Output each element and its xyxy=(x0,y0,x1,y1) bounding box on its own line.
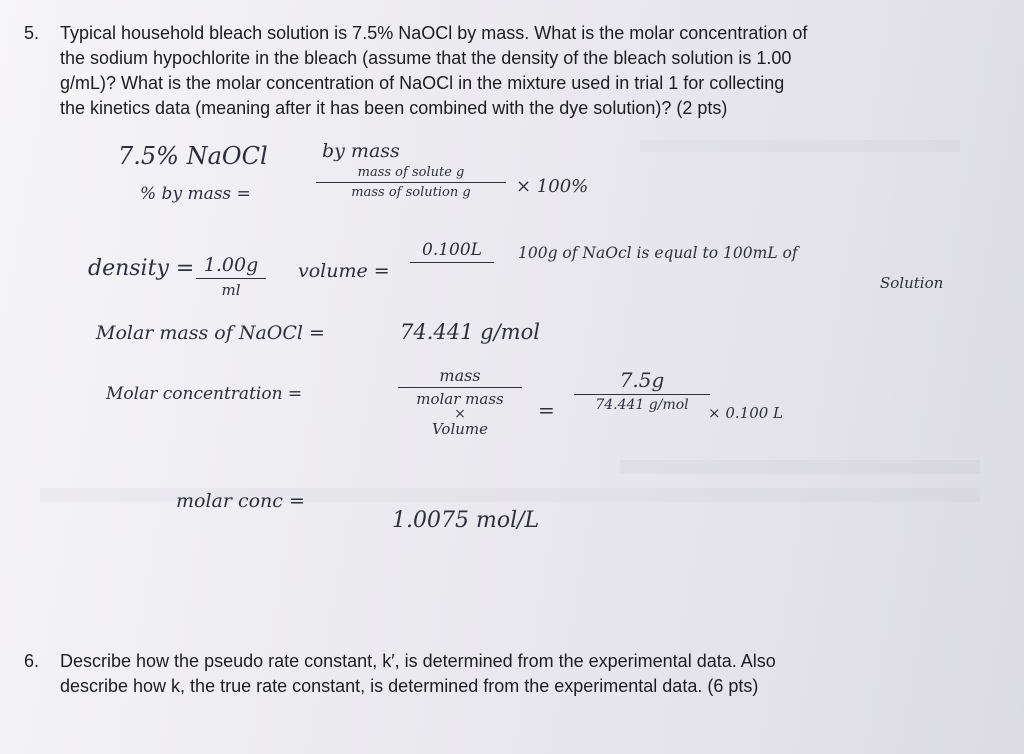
question-line: Typical household bleach solution is 7.5% NaOCl by mass. What is the molar concentration of xyxy=(60,23,808,43)
bleed-through-texture xyxy=(620,460,980,474)
substituted-fraction xyxy=(574,368,710,413)
molar-mass-value: 74.441 g/mol xyxy=(400,320,540,344)
question-line: Describe how the pseudo rate constant, k′, is determined from the experimental data. Also xyxy=(60,651,776,671)
result-value: 1.0075 mol/L xyxy=(392,508,540,533)
percent-nacl-value: 7.5% NaOCl xyxy=(118,142,268,170)
percent-by-mass-label: % by mass = xyxy=(140,184,251,204)
question-number: 5. xyxy=(24,23,40,43)
fraction-denominator: mass of solution g xyxy=(351,185,471,200)
question-6 xyxy=(24,649,1004,705)
density-fraction xyxy=(196,254,266,299)
fraction-bar xyxy=(574,394,710,395)
question-line: the sodium hypochlorite in the bleach (assume that the density of the bleach solution is 1.00 xyxy=(60,48,792,68)
multiply-sign: × xyxy=(454,406,466,422)
result-label: molar conc = xyxy=(176,490,305,512)
fraction-bar xyxy=(316,182,506,183)
question-line: g/mL)? What is the molar concentration of NaOCl in the mixture used in trial 1 for collecting xyxy=(60,73,785,93)
by-mass-note: by mass xyxy=(322,140,400,162)
question-5-text xyxy=(60,21,807,121)
fraction-numerator: 1.00g xyxy=(203,254,259,276)
fraction-denominator: ml xyxy=(221,281,241,299)
volume-term: Volume xyxy=(431,420,489,438)
equals-sign: = xyxy=(538,398,555,422)
fraction-numerator: mass of solute g xyxy=(357,165,465,180)
equivalence-note: 100g of NaOcl is equal to 100mL of xyxy=(518,244,798,262)
percent-multiplier: × 100% xyxy=(516,176,589,197)
fraction-bar xyxy=(196,278,266,279)
question-5 xyxy=(24,21,1004,131)
molar-concentration-label: Molar concentration = xyxy=(106,384,303,404)
volume-multiplier: × 0.100 L xyxy=(708,404,784,422)
volume-label: volume = xyxy=(298,260,390,282)
volume-fraction xyxy=(410,240,494,265)
fraction-bar xyxy=(410,262,494,263)
density-label: density = xyxy=(88,256,195,281)
volume-value: 0.100L xyxy=(422,240,482,260)
fraction-denominator: 74.441 g/mol xyxy=(595,397,689,413)
bleed-through-texture xyxy=(640,140,960,152)
question-line: the kinetics data (meaning after it has been combined with the dye solution)? (2 pts) xyxy=(60,98,728,118)
fraction-numerator: mass xyxy=(439,366,481,385)
fraction-bar xyxy=(398,387,522,388)
question-6-text xyxy=(60,649,776,699)
fraction-denominator: molar mass xyxy=(416,390,504,408)
molar-mass-label: Molar mass of NaOCl = xyxy=(96,322,325,344)
question-line: describe how k, the true rate constant, is determined from the experimental data. (6 pts) xyxy=(60,676,759,696)
equivalence-note-continued: Solution xyxy=(880,274,944,292)
molar-concentration-fraction xyxy=(398,366,522,438)
question-number: 6. xyxy=(24,651,40,671)
percent-mass-fraction xyxy=(316,165,506,200)
fraction-numerator: 7.5g xyxy=(619,368,665,392)
